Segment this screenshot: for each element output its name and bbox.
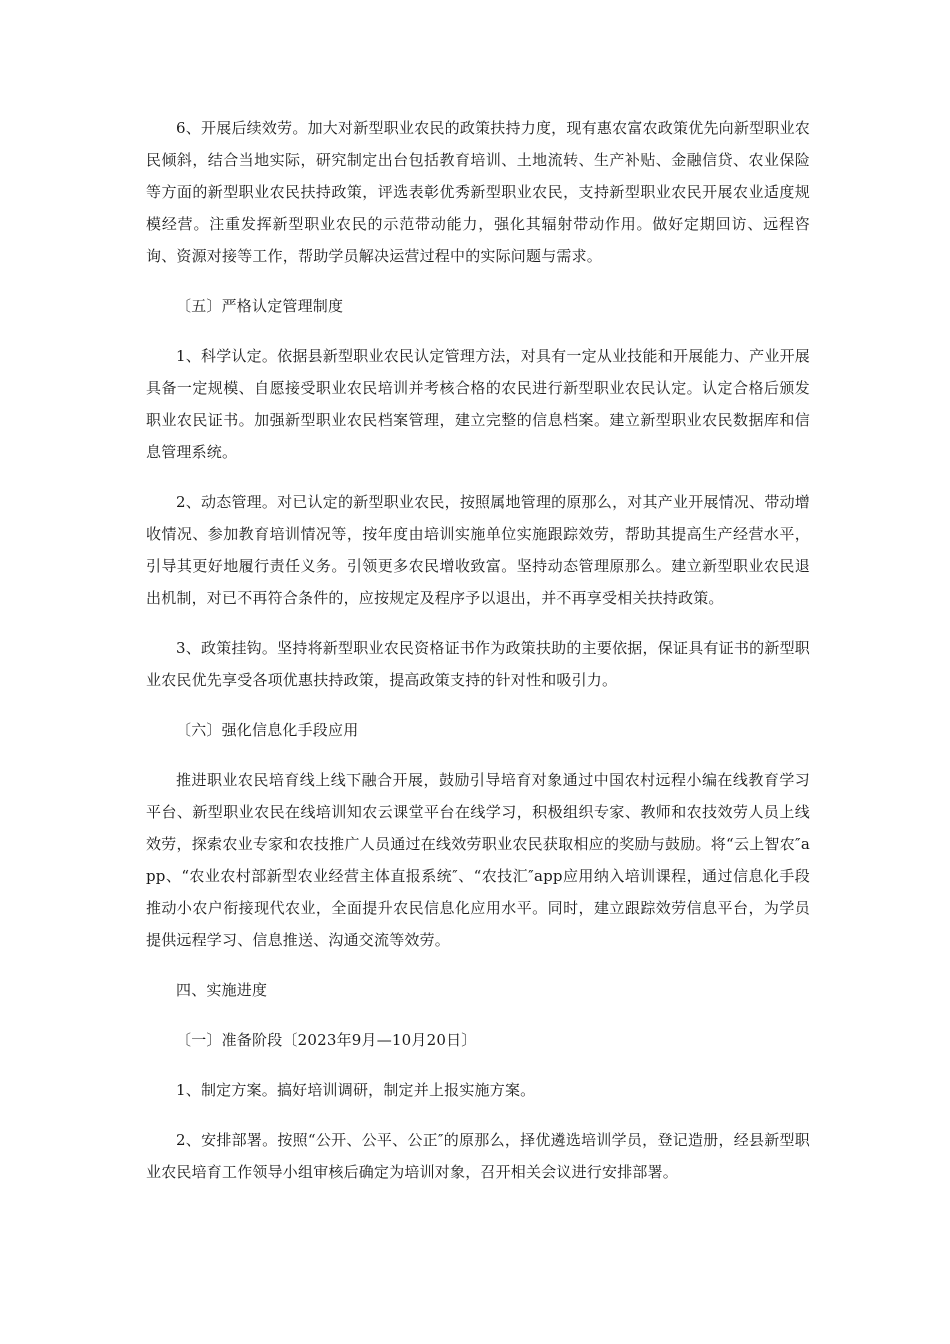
paragraph-scientific-certification: 1、科学认定。依据县新型职业农民认定管理方法，对具有一定从业技能和开展能力、产业开展具备一定规模、自愿接受职业农民培训并考核合格的农民进行新型职业农民认定。认定合格后颁发职业农民证书。加强新型职业农民档案管理，建立完整的信息档案。建立新型职业农民数据库和信息管理系统。 <box>146 347 810 461</box>
paragraph-online-training: 推进职业农民培育线上线下融合开展，鼓励引导培育对象通过中国农村远程小编在线教育学习平台、新型职业农民在线培训知农云课堂平台在线学习，积极组织专家、教师和农技效劳人员上线效劳，探索农业专家和农技推广人员通过在线效劳职业农民获取相应的奖励与鼓励。将“云上智农″app、“农业农村部新型农业经营主体直报系统″、“农技汇″app应用纳入培训课程，通过信息化手段推动小农户衔接现代农业，全面提升农民信息化应用水平。同时，建立跟踪效劳信息平台，为学员提供远程学习、信息推送、沟通交流等效劳。 <box>146 771 810 949</box>
section-heading-informatization: 〔六〕强化信息化手段应用 <box>176 721 359 739</box>
paragraph-arrangement: 2、安排部署。按照“公开、公平、公正″的原那么，择优遴选培训学员，登记造册，经县新型职业农民培育工作领导小组审核后确定为培训对象，召开相关会议进行安排部署。 <box>146 1131 810 1181</box>
paragraph-make-plan: 1、制定方案。搞好培训调研，制定并上报实施方案。 <box>176 1081 536 1099</box>
section-heading-preparation-stage: 〔一〕准备阶段〔2023年9月—10月20日〕 <box>176 1031 477 1049</box>
section-heading-implementation-schedule: 四、实施进度 <box>176 981 268 999</box>
paragraph-follow-up-service: 6、开展后续效劳。加大对新型职业农民的政策扶持力度，现有惠农富农政策优先向新型职业农民倾斜，结合当地实际，研究制定出台包括教育培训、土地流转、生产补贴、金融信贷、农业保险等方面的新型职业农民扶持政策，评选表彰优秀新型职业农民，支持新型职业农民开展农业适度规模经营。注重发挥新型职业农民的示范带动能力，强化其辐射带动作用。做好定期回访、远程咨询、资源对接等工作，帮助学员解决运营过程中的实际问题与需求。 <box>146 119 810 265</box>
paragraph-policy-linkage: 3、政策挂钩。坚持将新型职业农民资格证书作为政策扶助的主要依据，保证具有证书的新型职业农民优先享受各项优惠扶持政策，提高政策支持的针对性和吸引力。 <box>146 639 810 689</box>
section-heading-certification: 〔五〕严格认定管理制度 <box>176 297 344 315</box>
paragraph-dynamic-management: 2、动态管理。对已认定的新型职业农民，按照属地管理的原那么，对其产业开展情况、带动增收情况、参加教育培训情况等，按年度由培训实施单位实施跟踪效劳，帮助其提高生产经营水平，引导其更好地履行责任义务。引领更多农民增收致富。坚持动态管理原那么。建立新型职业农民退出机制，对已不再符合条件的，应按规定及程序予以退出，并不再享受相关扶持政策。 <box>146 493 810 607</box>
document-page <box>146 112 810 1206</box>
